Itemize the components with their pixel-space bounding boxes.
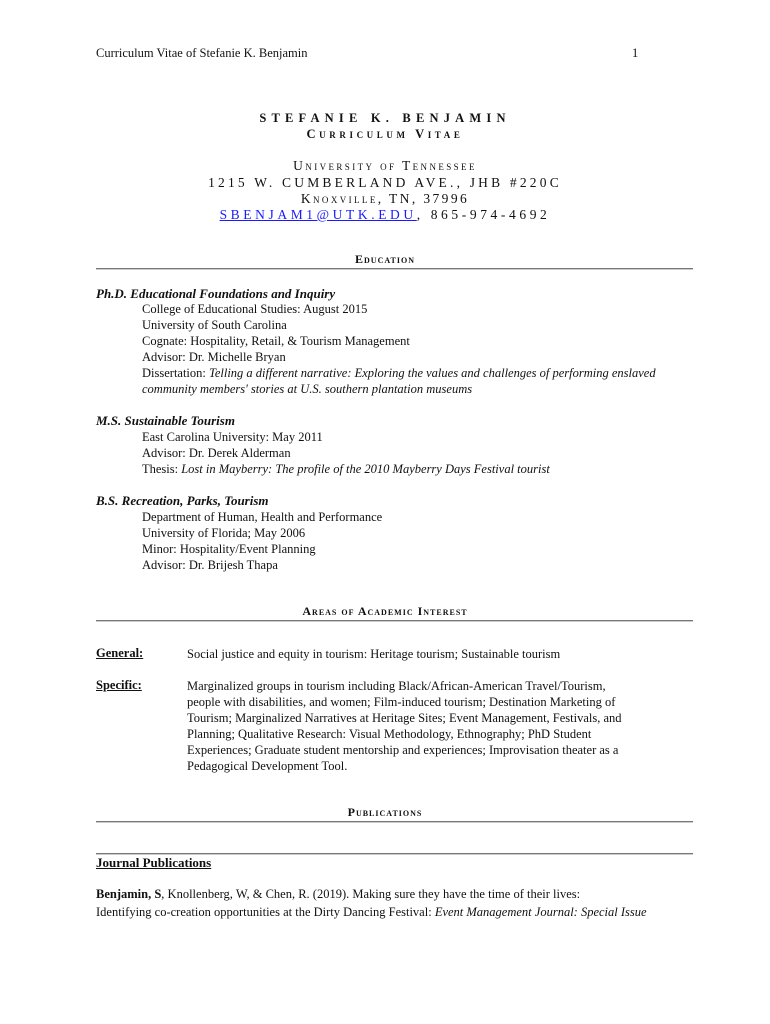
specific-line: Tourism; Marginalized Narratives at Heritage Sites; Event Management, Festivals, and xyxy=(187,711,622,725)
phd-university: University of South Carolina xyxy=(142,318,287,332)
thesis-label: Thesis: xyxy=(142,462,182,476)
specific-label: Specific: xyxy=(96,678,142,692)
ms-thesis xyxy=(142,462,550,477)
phd-cognate: Cognate: Hospitality, Retail, & Tourism Management xyxy=(142,334,410,348)
ms-advisor: Advisor: Dr. Derek Alderman xyxy=(142,446,291,460)
cv-subtitle: Curriculum Vitae xyxy=(306,127,464,141)
running-header: Curriculum Vitae of Stefanie K. Benjamin xyxy=(96,46,308,60)
address-city: Knoxville, TN, 37996 xyxy=(300,191,470,206)
citation xyxy=(96,885,676,921)
thesis-title: Lost in Mayberry: The profile of the 2010 Mayberry Days Festival tourist xyxy=(181,462,550,476)
citation-author: Benjamin, S xyxy=(96,887,162,901)
bs-degree: B.S. Recreation, Parks, Tourism xyxy=(96,493,269,508)
specific-line: Planning; Qualitative Research: Visual Methodology, Ethnography; PhD Student xyxy=(187,727,592,741)
phd-degree: Ph.D. Educational Foundations and Inquiry xyxy=(96,286,336,301)
specific-line: Marginalized groups in tourism including Black/African-American Travel/Tourism, xyxy=(187,679,606,693)
section-divider xyxy=(96,821,693,823)
page-number: 1 xyxy=(632,46,639,60)
cv-name: STEFANIE K. BENJAMIN xyxy=(259,111,511,125)
bs-advisor: Advisor: Dr. Brijesh Thapa xyxy=(142,558,278,572)
specific-line: Pedagogical Development Tool. xyxy=(187,759,348,773)
phone-number: , 865-974-4692 xyxy=(416,207,551,222)
phd-dissertation xyxy=(142,366,656,381)
ms-university: East Carolina University: May 2011 xyxy=(142,430,323,444)
email-link[interactable]: SBENJAM1@UTK.EDU xyxy=(219,207,417,222)
bs-department: Department of Human, Health and Performance xyxy=(142,510,383,524)
bs-minor: Minor: Hospitality/Event Planning xyxy=(142,542,316,556)
phd-college: College of Educational Studies: August 2015 xyxy=(142,302,368,316)
section-divider xyxy=(96,268,693,270)
citation-title-cont: Identifying co-creation opportunities at the Dirty Dancing Festival: xyxy=(96,905,435,919)
dissertation-title: Telling a different narrative: Exploring the values and challenges of performing enslaved xyxy=(209,366,656,380)
phd-advisor: Advisor: Dr. Michelle Bryan xyxy=(142,350,286,364)
specific-line: people with disabilities, and women; Film-induced tourism; Destination Marketing of xyxy=(187,695,616,709)
specific-text xyxy=(187,678,667,774)
general-text: Social justice and equity in tourism: Heritage tourism; Sustainable tourism xyxy=(187,647,561,661)
general-label: General: xyxy=(96,646,144,660)
citation-authors-rest: , Knollenberg, W, & Chen, R. (2019). Making sure they have the time of their lives: xyxy=(161,887,581,901)
interests-heading: Areas of Academic Interest xyxy=(302,604,468,618)
publications-heading: Publications xyxy=(347,805,423,819)
citation-line xyxy=(96,903,676,921)
dissertation-title-cont: community members' stories at U.S. southern plantation museums xyxy=(142,382,473,396)
address-street: 1215 W. CUMBERLAND AVE., JHB #220C xyxy=(208,175,562,190)
specific-line: Experiences; Graduate student mentorship and experiences; Improvisation theater as a xyxy=(187,743,619,757)
dissertation-label: Dissertation: xyxy=(142,366,210,380)
section-divider xyxy=(96,620,693,622)
journal-publications-heading: Journal Publications xyxy=(96,855,212,870)
education-heading: Education xyxy=(355,252,415,266)
address-university: University of Tennessee xyxy=(293,158,477,173)
bs-university: University of Florida; May 2006 xyxy=(142,526,306,540)
citation-line xyxy=(96,885,676,903)
citation-journal: Event Management Journal: Special Issue xyxy=(434,905,647,919)
ms-degree: M.S. Sustainable Tourism xyxy=(96,413,235,428)
contact-line xyxy=(0,206,770,224)
